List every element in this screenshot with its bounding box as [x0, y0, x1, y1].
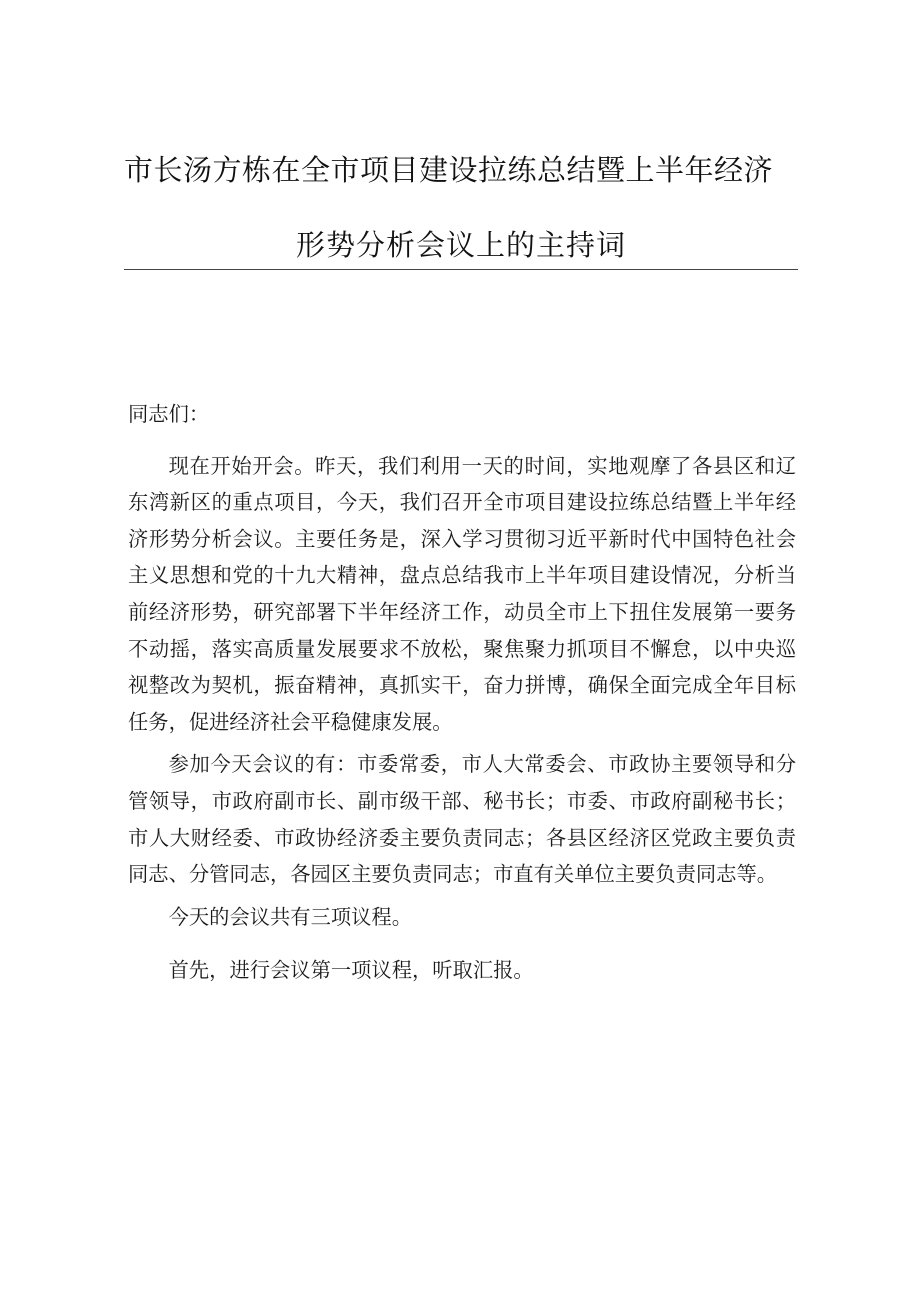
paragraph-attendees: 参加今天会议的有：市委常委，市人大常委会、市政协主要领导和分管领导，市政府副市长、副市级干部、秘书长；市委、市政府副秘书长；市人大财经委、市政协经济委主要负责同志；各县区经济区党政主要负责同志、分管同志，各园区主要负责同志；市直有关单位主要负责同志等。 — [128, 752, 796, 887]
document-body — [128, 396, 796, 1006]
document-title — [124, 148, 798, 270]
paragraph-agenda: 今天的会议共有三项议程。 — [168, 904, 412, 929]
paragraph-first-item: 首先，进行会议第一项议程，听取汇报。 — [168, 958, 534, 983]
paragraph-opening: 现在开始开会。昨天，我们利用一天的时间，实地观摩了各县区和辽东湾新区的重点项目，今天，我们召开全市项目建设拉练总结暨上半年经济形势分析会议。主要任务是，深入学习贯彻习近平新时代中国特色社会主义思想和党的十九大精神，盘点总结我市上半年项目建设情况，分析当前经济形势，研究部署下半年经济工作，动员全市上下扭住发展第一要务不动摇，落实高质量发展要求不放松，聚焦聚力抓项目不懈怠，以中央巡视整改为契机，振奋精神，真抓实干，奋力拼博，确保全面完成全年目标任务，促进经济社会平稳健康发展。 — [128, 453, 796, 734]
title-line-2: 形势分析会议上的主持词 — [295, 228, 626, 262]
title-line-1: 市长汤方栋在全市项目建设拉练总结暨上半年经济 — [124, 153, 774, 187]
salutation: 同志们： — [128, 402, 210, 426]
